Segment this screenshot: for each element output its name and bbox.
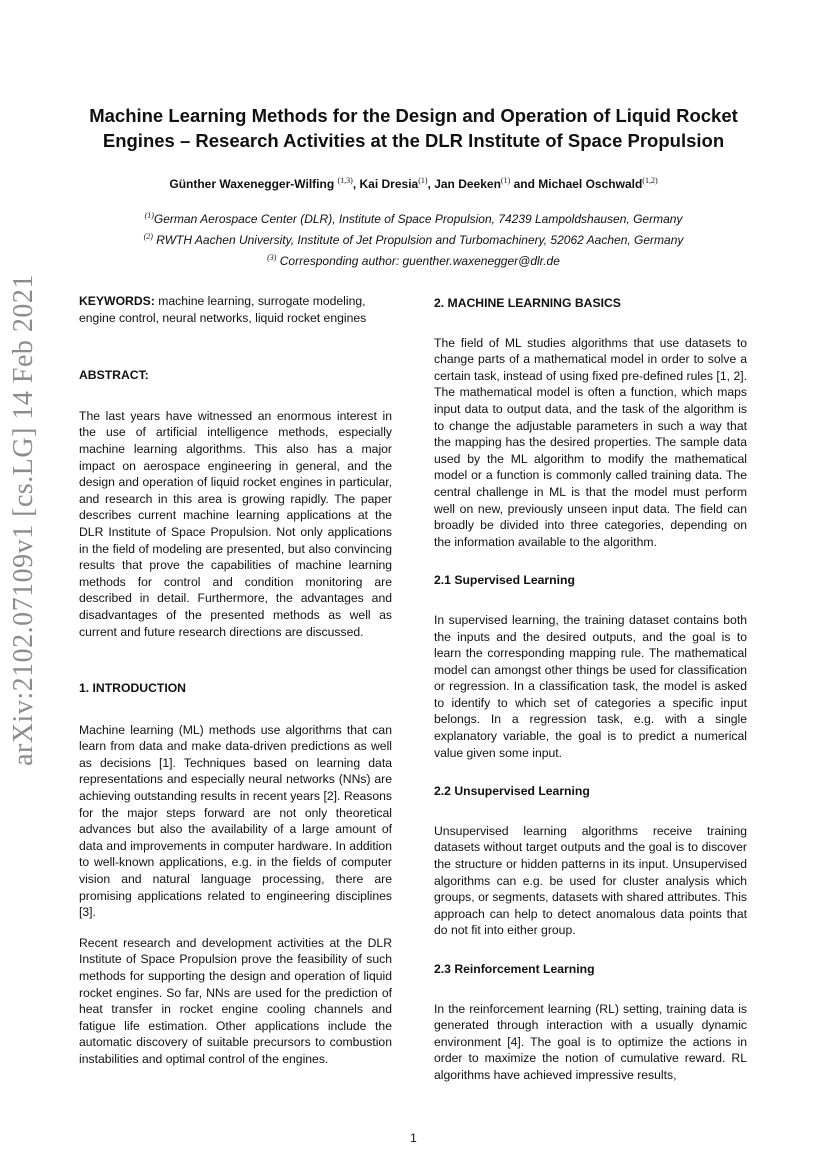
ml-basics-heading: 2. MACHINE LEARNING BASICS	[434, 296, 621, 310]
keywords-label: KEYWORDS:	[79, 294, 155, 308]
reinforcement-learning-text: In the reinforcement learning (RL) setting, training data is generated through interaction with a usually dynamic environment [4]. The goal is to optimize the actions in order to maximize the notion of cumulative reward. RL algorithms have achieved impressive results,	[434, 1001, 747, 1082]
author-separator: ,	[352, 177, 360, 191]
affiliation-text: Corresponding author: guenther.waxenegger@dlr.de	[276, 254, 560, 268]
author-separator: and	[510, 177, 539, 191]
page-number: 1	[410, 1131, 417, 1145]
author-affiliation-marker: (1,3)	[337, 176, 353, 185]
unsupervised-learning-heading: 2.2 Unsupervised Learning	[434, 784, 590, 799]
title-line-1: Machine Learning Methods for the Design and Operation of Liquid Rocket	[89, 105, 738, 126]
author-affiliation-marker: (1)	[500, 176, 511, 185]
author-name: Günther Waxenegger-Wilfing	[169, 177, 335, 191]
introduction-paragraph-2: Recent research and development activities at the DLR Institute of Space Propulsion prove the feasibility of such methods for supporting the design and operation of liquid rocket engines. So far, NNs are used for the prediction of heat transfer in rocket engine cooling channels and fatigue life estimation. Other applications include the automatic discovery of suitable precursors to combustion instabilities and optimal control of the engines.	[79, 935, 392, 1066]
affiliation-line	[60, 228, 767, 249]
abstract-text: The last years have witnessed an enormous interest in the use of artificial intelligence methods, especially machine learning algorithms. This also has a major impact on aerospace engineering in general, and the design and operation of liquid rocket engines in particular, and research in this area is growing rapidly. The paper describes current machine learning applications at the DLR Institute of Space Propulsion. Not only applications in the field of modeling are presented, but also convincing results that prove the capabilities of machine learning methods for control and condition monitoring are described in detail. Furthermore, the advantages and disadvantages of the presented methods as well as current and future research directions are discussed.	[79, 408, 392, 639]
affiliation-list	[60, 207, 767, 270]
author-name: Jan Deeken	[434, 177, 501, 191]
affiliation-text: RWTH Aachen University, Institute of Jet Propulsion and Turbomachinery, 52062 Aachen, Germany	[152, 233, 684, 247]
supervised-learning-heading: 2.1 Supervised Learning	[434, 573, 575, 588]
left-column	[79, 293, 392, 1068]
affiliation-line	[60, 249, 767, 270]
affiliation-text: German Aerospace Center (DLR), Institute of Space Propulsion, 74239 Lampoldshausen, Germany	[153, 212, 683, 226]
introduction-paragraph-1: Machine learning (ML) methods use algorithms that can learn from data and make data-driven predictions as well as decisions [1]. Techniques based on learning data representations and especially neural networks (NNs) are achieving outstanding results in recent years [2]. Reasons for the major steps forward are not only theoretical advances but also the availability of a large amount of data and improvements in computer hardware. In addition to well-known applications, e.g. in the fields of computer vision and natural language processing, there are promising applications related to engineering disciplines [3].	[79, 722, 392, 920]
author-separator: ,	[427, 177, 435, 191]
title-block	[60, 103, 767, 270]
author-affiliation-marker: (1)	[418, 176, 428, 185]
abstract-heading: ABSTRACT:	[79, 368, 149, 383]
affiliation-marker: (2)	[143, 232, 153, 241]
author-name: Michael Oschwald	[538, 177, 643, 191]
ml-basics-text: The field of ML studies algorithms that use datasets to change parts of a mathematical model in order to solve a certain task, instead of using fixed pre-defined rules [1, 2]. The mathematical model is often a function, which maps input data to output data, and the task of the algorithm is to change the adjustable parameters in such a way that the mapping has the desired properties. The sample data used by the ML algorithm to modify the mathematical model or a function is commonly called training data. The central challenge in ML is that the model must perform well on new, previously unseen input data. The field can broadly be divided into three categories, depending on the information available to the algorithm.	[434, 335, 747, 549]
affiliation-marker: (1)	[144, 211, 154, 220]
author-list	[60, 176, 767, 191]
introduction-heading: 1. INTRODUCTION	[79, 681, 186, 696]
affiliation-marker: (3)	[267, 253, 277, 262]
unsupervised-learning-text: Unsupervised learning algorithms receive training datasets without target outputs and the goal is to discover the structure or hidden patterns in its input. Unsupervised algorithms can e.g. be used for cluster analysis which groups, or segments, datasets with shared attributes. This approach can help to detect anomalous data points that do not fit into either group.	[434, 823, 747, 938]
affiliation-line	[60, 207, 767, 228]
paper-title	[60, 103, 767, 153]
reinforcement-learning-heading: 2.3 Reinforcement Learning	[434, 962, 595, 976]
title-line-2: Engines – Research Activities at the DLR Institute of Space Propulsion	[102, 130, 725, 151]
author-name: Kai Dresia	[359, 177, 419, 191]
arxiv-identifier-text: arXiv:2102.07109v1 [cs.LG] 14 Feb 2021	[8, 274, 39, 766]
keywords-text: machine learning, surrogate modeling, engine control, neural networks, liquid rocket engines	[79, 294, 367, 325]
right-column	[434, 293, 747, 1084]
keywords-paragraph	[79, 293, 392, 326]
supervised-learning-text: In supervised learning, the training dataset contains both the inputs and the desired outputs, and the goal is to learn the corresponding mapping rule. The mathematical model can amongst other things be used for classification or regression. In a classification task, the model is asked to identify to which set of categories a specific input belongs. In a regression task, e.g. with a single explanatory variable, the goal is to predict a numerical value given some input.	[434, 612, 747, 760]
author-affiliation-marker: (1,2)	[642, 176, 658, 185]
